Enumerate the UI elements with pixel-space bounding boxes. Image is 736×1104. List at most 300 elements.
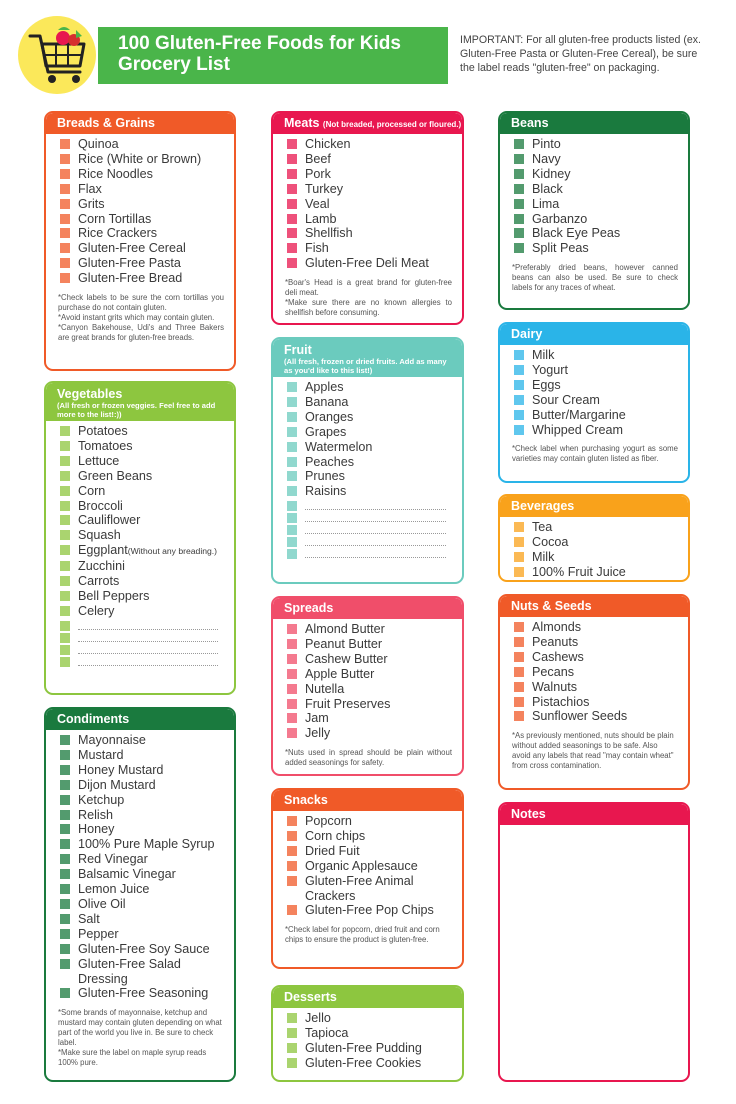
checkbox[interactable] [60,765,70,775]
item-label: Gluten-Free Deli Meat [305,256,429,271]
item-label: Peaches [305,454,355,469]
checkbox[interactable] [514,622,524,632]
item-label: Milk [532,549,555,564]
checkbox[interactable] [60,750,70,760]
card-nuts-seeds [498,594,690,790]
checkbox[interactable] [60,824,70,834]
card-title: Dairy [500,324,688,345]
list-item [287,197,462,212]
item-label: Cashews [532,649,584,664]
checkbox[interactable] [60,795,70,805]
checkbox[interactable] [514,214,524,224]
list-item [60,499,234,514]
checkbox[interactable] [60,545,70,555]
checkbox[interactable] [287,669,297,679]
checkbox[interactable] [287,243,297,253]
checkbox[interactable] [287,876,297,886]
item-label: Turkey [305,181,344,196]
list-item [287,637,462,652]
card-subtitle: (Not breaded, processed or floured.) [322,120,462,129]
list-item [60,424,234,439]
checkbox[interactable] [60,426,70,436]
list-item [514,182,688,197]
list-item [514,393,688,408]
blank-list-item[interactable] [287,547,462,559]
checkbox[interactable] [60,780,70,790]
checkbox[interactable] [60,929,70,939]
card-title: Notes [500,804,688,825]
card-beans [498,111,690,310]
card-title: Desserts [273,987,462,1008]
item-label: Gluten-Free Pasta [78,256,181,271]
checkbox[interactable] [287,537,297,547]
checkbox[interactable] [287,412,297,422]
item-label: Grapes [305,424,347,439]
item-label: Gluten-Free Animal Crackers [305,873,414,903]
card-beverages [498,494,690,582]
item-label: Tapioca [305,1025,349,1040]
list-item [287,395,462,410]
card-snacks [271,788,464,969]
checkbox[interactable] [514,139,524,149]
checkbox[interactable] [514,652,524,662]
checkbox[interactable] [60,657,70,667]
item-label: Quinoa [78,137,119,151]
checkbox[interactable] [514,711,524,721]
checkbox[interactable] [60,869,70,879]
item-label: Corn Tortillas [78,211,152,226]
checkbox[interactable] [514,522,524,532]
item-label: Lemon Juice [78,882,150,897]
checkbox[interactable] [287,1013,297,1023]
checkbox[interactable] [514,184,524,194]
list-item [287,484,462,499]
list-item [287,711,462,726]
list-item [60,778,234,793]
checkbox[interactable] [60,243,70,253]
blank-list-item[interactable] [287,523,462,535]
list-item [514,212,688,227]
list-item [60,484,234,499]
checkbox[interactable] [514,682,524,692]
card-breads-grains [44,111,236,371]
checkbox[interactable] [60,471,70,481]
list-item [287,726,462,741]
item-label: Apples [305,380,344,394]
item-label: Milk [532,348,555,362]
list-item [514,348,688,363]
checkbox[interactable] [287,728,297,738]
card-title: Beans [500,113,688,134]
checkbox[interactable] [287,184,297,194]
item-label: Banana [305,394,349,409]
blank-list-item[interactable] [287,511,462,523]
item-label: Pork [305,166,331,181]
list-item [514,167,688,182]
card-subtitle: (All fresh or frozen veggies. Feel free to add more to the list!:)) [57,401,216,419]
checkbox[interactable] [514,552,524,562]
list-item [287,682,462,697]
item-label: Jam [305,711,329,726]
checkbox[interactable] [514,228,524,238]
checkbox[interactable] [514,169,524,179]
item-label: Jelly [305,726,331,741]
write-in-line[interactable] [305,499,446,510]
list-item [60,882,234,897]
list-item [60,137,234,152]
item-label: Raisins [305,484,347,499]
card-title: Breads & Grains [46,113,234,134]
checkbox[interactable] [287,816,297,826]
checkbox[interactable] [514,350,524,360]
checkbox[interactable] [60,606,70,616]
item-label: Shellfish [305,226,353,241]
item-label: Corn [78,483,106,498]
checkbox[interactable] [60,899,70,909]
checkbox[interactable] [287,442,297,452]
list-item [60,986,234,1001]
checkbox[interactable] [287,382,297,392]
item-label: Grits [78,196,105,211]
list-item [514,363,688,378]
checkbox[interactable] [60,456,70,466]
item-label: Relish [78,807,113,822]
checkbox[interactable] [60,139,70,149]
footnote: *As previously mentioned, nuts should be plain without added seasonings to be safe. Also avoid any labels that read "may contain wheat" from cross contamination. [512,731,674,771]
checkbox[interactable] [287,139,297,149]
list-item [287,829,462,844]
checkbox[interactable] [514,697,524,707]
item-label: Green Beans [78,468,153,483]
list-item [60,867,234,882]
checkbox[interactable] [287,699,297,709]
list-item [514,378,688,393]
list-item [60,559,234,574]
checkbox[interactable] [60,486,70,496]
item-label: Navy [532,151,561,166]
list-item [287,1011,462,1026]
item-label: Fish [305,241,329,256]
checkbox[interactable] [287,258,297,268]
checkbox[interactable] [60,214,70,224]
item-label: Mayonnaise [78,733,146,747]
list-item [60,837,234,852]
checkbox[interactable] [60,988,70,998]
checkbox[interactable] [514,395,524,405]
blank-list-item[interactable] [287,499,462,511]
checkbox[interactable] [287,1043,297,1053]
list-item [514,665,688,680]
checkbox[interactable] [60,441,70,451]
checkbox[interactable] [514,537,524,547]
list-item [287,652,462,667]
list-item [60,439,234,454]
list-item [60,212,234,227]
checkbox[interactable] [287,154,297,164]
checkbox[interactable] [514,567,524,577]
checkbox[interactable] [60,561,70,571]
item-label: Walnuts [532,679,578,694]
checkbox[interactable] [60,645,70,655]
card-desserts [271,985,464,1082]
list-item [287,1041,462,1056]
write-in-line[interactable] [305,535,446,546]
list-item [514,197,688,212]
item-label: Celery [78,603,115,618]
checkbox[interactable] [60,914,70,924]
list-item [60,152,234,167]
item-label: Pistachios [532,694,590,709]
item-label: Rice Crackers [78,226,158,241]
list-item [514,565,688,580]
checkbox[interactable] [60,273,70,283]
checkbox[interactable] [60,810,70,820]
checkbox[interactable] [60,884,70,894]
card-title: Condiments [46,709,234,730]
list-item [514,137,688,152]
list-item [514,152,688,167]
item-label: Popcorn [305,814,352,828]
list-item [287,622,462,637]
checkbox[interactable] [287,427,297,437]
footnote: *Avoid instant grits which may contain gluten. [58,313,215,323]
item-note: (Without any breading.) [127,546,218,557]
checkbox[interactable] [60,228,70,238]
checkbox[interactable] [287,471,297,481]
write-in-line[interactable] [305,511,446,522]
item-label: Honey Mustard [78,762,164,777]
card-dairy [498,322,690,483]
footnote: *Check label when purchasing yogurt as some varieties may contain gluten listed as fiber. [512,444,678,464]
card-spreads [271,596,464,776]
checkbox[interactable] [60,184,70,194]
checkbox[interactable] [60,959,70,969]
checkbox[interactable] [60,501,70,511]
page-title [98,27,448,84]
list-item [287,256,462,271]
checkbox[interactable] [514,199,524,209]
write-in-line[interactable] [305,547,446,558]
checkbox[interactable] [60,621,70,631]
checkbox[interactable] [287,1028,297,1038]
item-label: Salt [78,911,100,926]
list-item [60,912,234,927]
checkbox[interactable] [287,214,297,224]
card-subtitle: (All fresh, frozen or dried fruits. Add as many as you'd like to this list!) [284,357,447,375]
list-item [287,241,462,256]
list-item [60,182,234,197]
item-label: Peanut Butter [305,636,383,651]
item-label: Flax [78,181,102,196]
item-label: Prunes [305,469,345,484]
item-label: Gluten-Free Cereal [78,241,186,256]
list-item [514,423,688,438]
checkbox[interactable] [60,735,70,745]
checkbox[interactable] [514,637,524,647]
checkbox[interactable] [287,624,297,634]
blank-list-item[interactable] [60,655,234,667]
item-label: 100% Fruit Juice [532,564,626,579]
checkbox[interactable] [287,169,297,179]
card-header [46,383,234,421]
item-label: Balsamic Vinegar [78,867,176,882]
item-label: Ketchup [78,792,125,807]
checkbox[interactable] [287,713,297,723]
item-label: Pepper [78,926,119,941]
checkbox[interactable] [287,549,297,559]
checkbox[interactable] [514,425,524,435]
checkbox[interactable] [60,258,70,268]
list-item [60,589,234,604]
list-item [60,469,234,484]
item-label: Almonds [532,620,581,634]
list-item [60,241,234,256]
item-label: Black Eye Peas [532,226,621,241]
checkbox[interactable] [514,667,524,677]
checkbox[interactable] [60,839,70,849]
list-item [60,822,234,837]
item-label: Gluten-Free Seasoning [78,986,209,1001]
checkbox[interactable] [287,846,297,856]
list-item [60,957,234,987]
checkbox[interactable] [514,154,524,164]
checkbox[interactable] [287,525,297,535]
card-header [273,339,462,377]
checkbox[interactable] [60,591,70,601]
list-item [60,748,234,763]
blank-list-item[interactable] [60,643,234,655]
item-label: Yogurt [532,362,568,377]
checkbox[interactable] [287,397,297,407]
list-item [514,709,688,724]
list-item [60,927,234,942]
checkbox[interactable] [514,410,524,420]
list-item [60,513,234,528]
item-label: Whipped Cream [532,422,623,437]
item-label: Apple Butter [305,666,375,681]
item-label: Split Peas [532,241,589,256]
checkbox[interactable] [287,513,297,523]
list-item [287,167,462,182]
item-label: Butter/Margarine [532,407,626,422]
list-item [60,197,234,212]
list-item [60,808,234,823]
checkbox[interactable] [287,1058,297,1068]
checkbox[interactable] [60,199,70,209]
list-item [60,167,234,182]
item-label: Gluten-Free Pudding [305,1040,422,1055]
checkbox[interactable] [60,515,70,525]
item-label: Peanuts [532,634,579,649]
blank-list-item[interactable] [60,619,234,631]
footnote: *Canyon Bakehouse, Udi's and Three Bakers are great brands for gluten-free breads. [58,323,224,343]
item-label: Nutella [305,681,345,696]
write-in-line[interactable] [78,631,218,642]
item-label: Sour Cream [532,392,600,407]
card-title: Spreads [273,598,462,619]
list-item [287,697,462,712]
checkbox[interactable] [287,501,297,511]
write-in-line[interactable] [305,523,446,534]
checkbox[interactable] [287,831,297,841]
list-item [287,814,462,829]
item-label: Honey [78,822,115,837]
checkbox[interactable] [287,684,297,694]
item-label: Rice (White or Brown) [78,151,202,166]
item-label: Garbanzo [532,211,588,226]
checkbox[interactable] [60,154,70,164]
list-item [60,763,234,778]
logo [18,16,96,94]
checkbox[interactable] [287,639,297,649]
footnote: *Check labels to be sure the corn tortillas you purchase do not contain gluten. [58,293,224,313]
blank-list-item[interactable] [287,535,462,547]
write-in-line[interactable] [78,643,218,654]
list-item [60,271,234,286]
checkbox[interactable] [60,854,70,864]
footnote: *Boar's Head is a great brand for gluten-free deli meat. [285,278,452,298]
list-item [287,152,462,167]
item-label: Cashew Butter [305,651,388,666]
blank-list-item[interactable] [60,631,234,643]
write-in-line[interactable] [78,619,218,630]
card-title: Fruit [284,343,312,357]
checkbox[interactable] [60,944,70,954]
item-label: Jello [305,1011,331,1025]
item-label: Gluten-Free Pop Chips [305,903,434,918]
list-item [514,241,688,256]
title-line-1: 100 Gluten-Free Foods for Kids [118,33,401,54]
card-title: Vegetables [57,387,123,401]
checkbox[interactable] [287,486,297,496]
list-item [287,137,462,152]
checkbox[interactable] [514,243,524,253]
write-in-line[interactable] [78,655,218,666]
checkbox[interactable] [287,228,297,238]
item-label: Dried Fuit [305,843,360,858]
item-label: Gluten-Free Bread [78,271,183,286]
item-label: Olive Oil [78,896,126,911]
item-label: 100% Pure Maple Syrup [78,837,215,852]
item-label: Eggs [532,377,561,392]
list-item [60,897,234,912]
list-item [60,852,234,867]
item-label: Gluten-Free Salad Dressing [78,956,181,986]
checkbox[interactable] [514,380,524,390]
checkbox[interactable] [287,654,297,664]
list-item [287,667,462,682]
checkbox[interactable] [287,457,297,467]
list-item [287,844,462,859]
checkbox[interactable] [60,530,70,540]
card-fruit [271,337,464,584]
list-item [60,543,234,559]
checkbox[interactable] [60,169,70,179]
item-label: Fruit Preserves [305,696,391,711]
checkbox[interactable] [60,576,70,586]
checkbox[interactable] [60,633,70,643]
item-label: Red Vinegar [78,852,148,867]
checkbox[interactable] [287,861,297,871]
item-label: Almond Butter [305,622,385,636]
item-label: Rice Noodles [78,166,153,181]
list-item [287,380,462,395]
checkbox[interactable] [287,199,297,209]
checkbox[interactable] [514,365,524,375]
checkbox[interactable] [287,905,297,915]
list-item [287,903,462,918]
item-label: Carrots [78,574,120,589]
